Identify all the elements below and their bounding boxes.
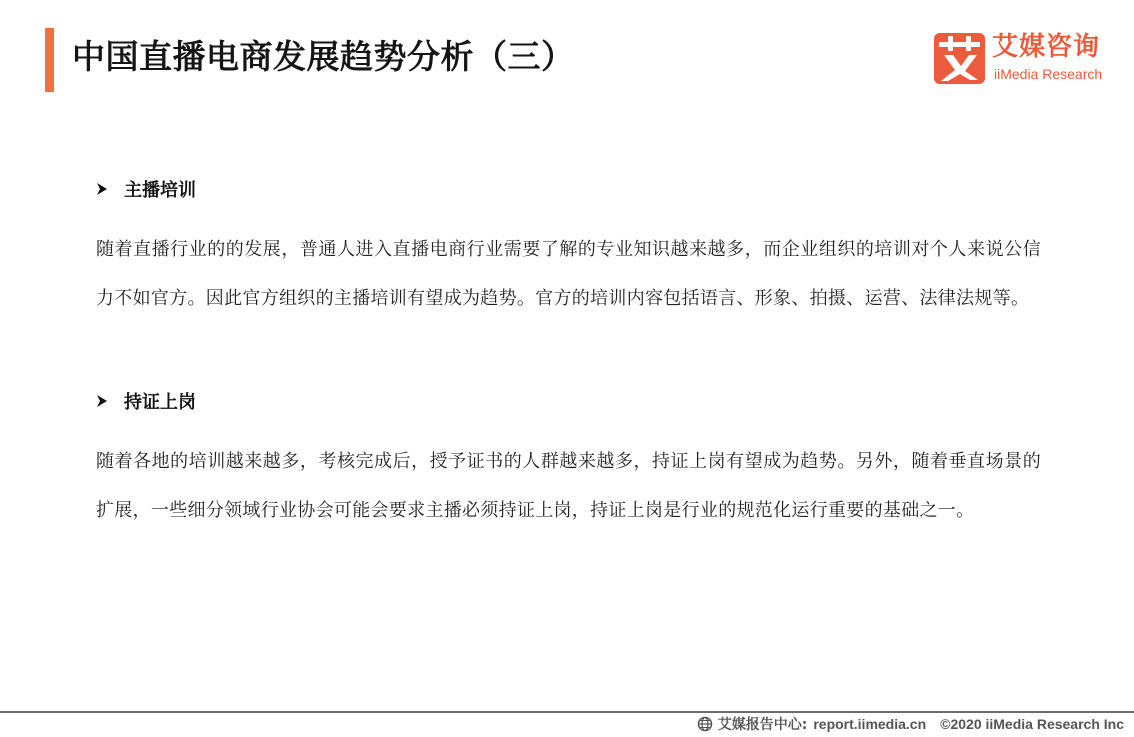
section-heading bbox=[96, 174, 1046, 204]
section-anchor-training bbox=[96, 174, 1046, 323]
footer-copyright: ©2020 iiMedia Research Inc bbox=[940, 716, 1124, 732]
brand-logo bbox=[934, 32, 1114, 86]
brand-name: 艾媒咨询 bbox=[992, 32, 1101, 62]
section-title: 持证上岗 bbox=[124, 392, 196, 413]
footer-divider bbox=[0, 711, 1134, 713]
footer-url-link[interactable]: report.iimedia.cn bbox=[813, 716, 927, 732]
page-title: 中国直播电商发展趋势分析（三） bbox=[72, 37, 575, 76]
arrow-icon bbox=[96, 182, 108, 196]
footer bbox=[697, 714, 1124, 734]
globe-icon bbox=[697, 716, 713, 732]
section-certified-work bbox=[96, 386, 1046, 535]
footer-label: 艾媒报告中心: bbox=[717, 717, 808, 733]
section-title: 主播培训 bbox=[124, 180, 196, 201]
section-body: 随着直播行业的的发展，普通人进入直播电商行业需要了解的专业知识越来越多，而企业组织的培训对个人来说公信力不如官方。因此官方组织的主播培训有望成为趋势。官方的培训内容包括语言、形象、拍摄、运营、法律法规等。 bbox=[96, 239, 1041, 309]
section-heading bbox=[96, 386, 1046, 416]
brand-mark-icon bbox=[934, 33, 985, 84]
section-body: 随着各地的培训越来越多，考核完成后，授予证书的人群越来越多，持证上岗有望成为趋势。另外，随着垂直场景的扩展，一些细分领域行业协会可能会要求主播必须持证上岗，持证上岗是行业的规范化运行重要的基础之一。 bbox=[96, 451, 1041, 521]
arrow-icon bbox=[96, 394, 108, 408]
title-accent-bar bbox=[45, 28, 54, 92]
brand-subtitle: iiMedia Research bbox=[994, 66, 1103, 82]
